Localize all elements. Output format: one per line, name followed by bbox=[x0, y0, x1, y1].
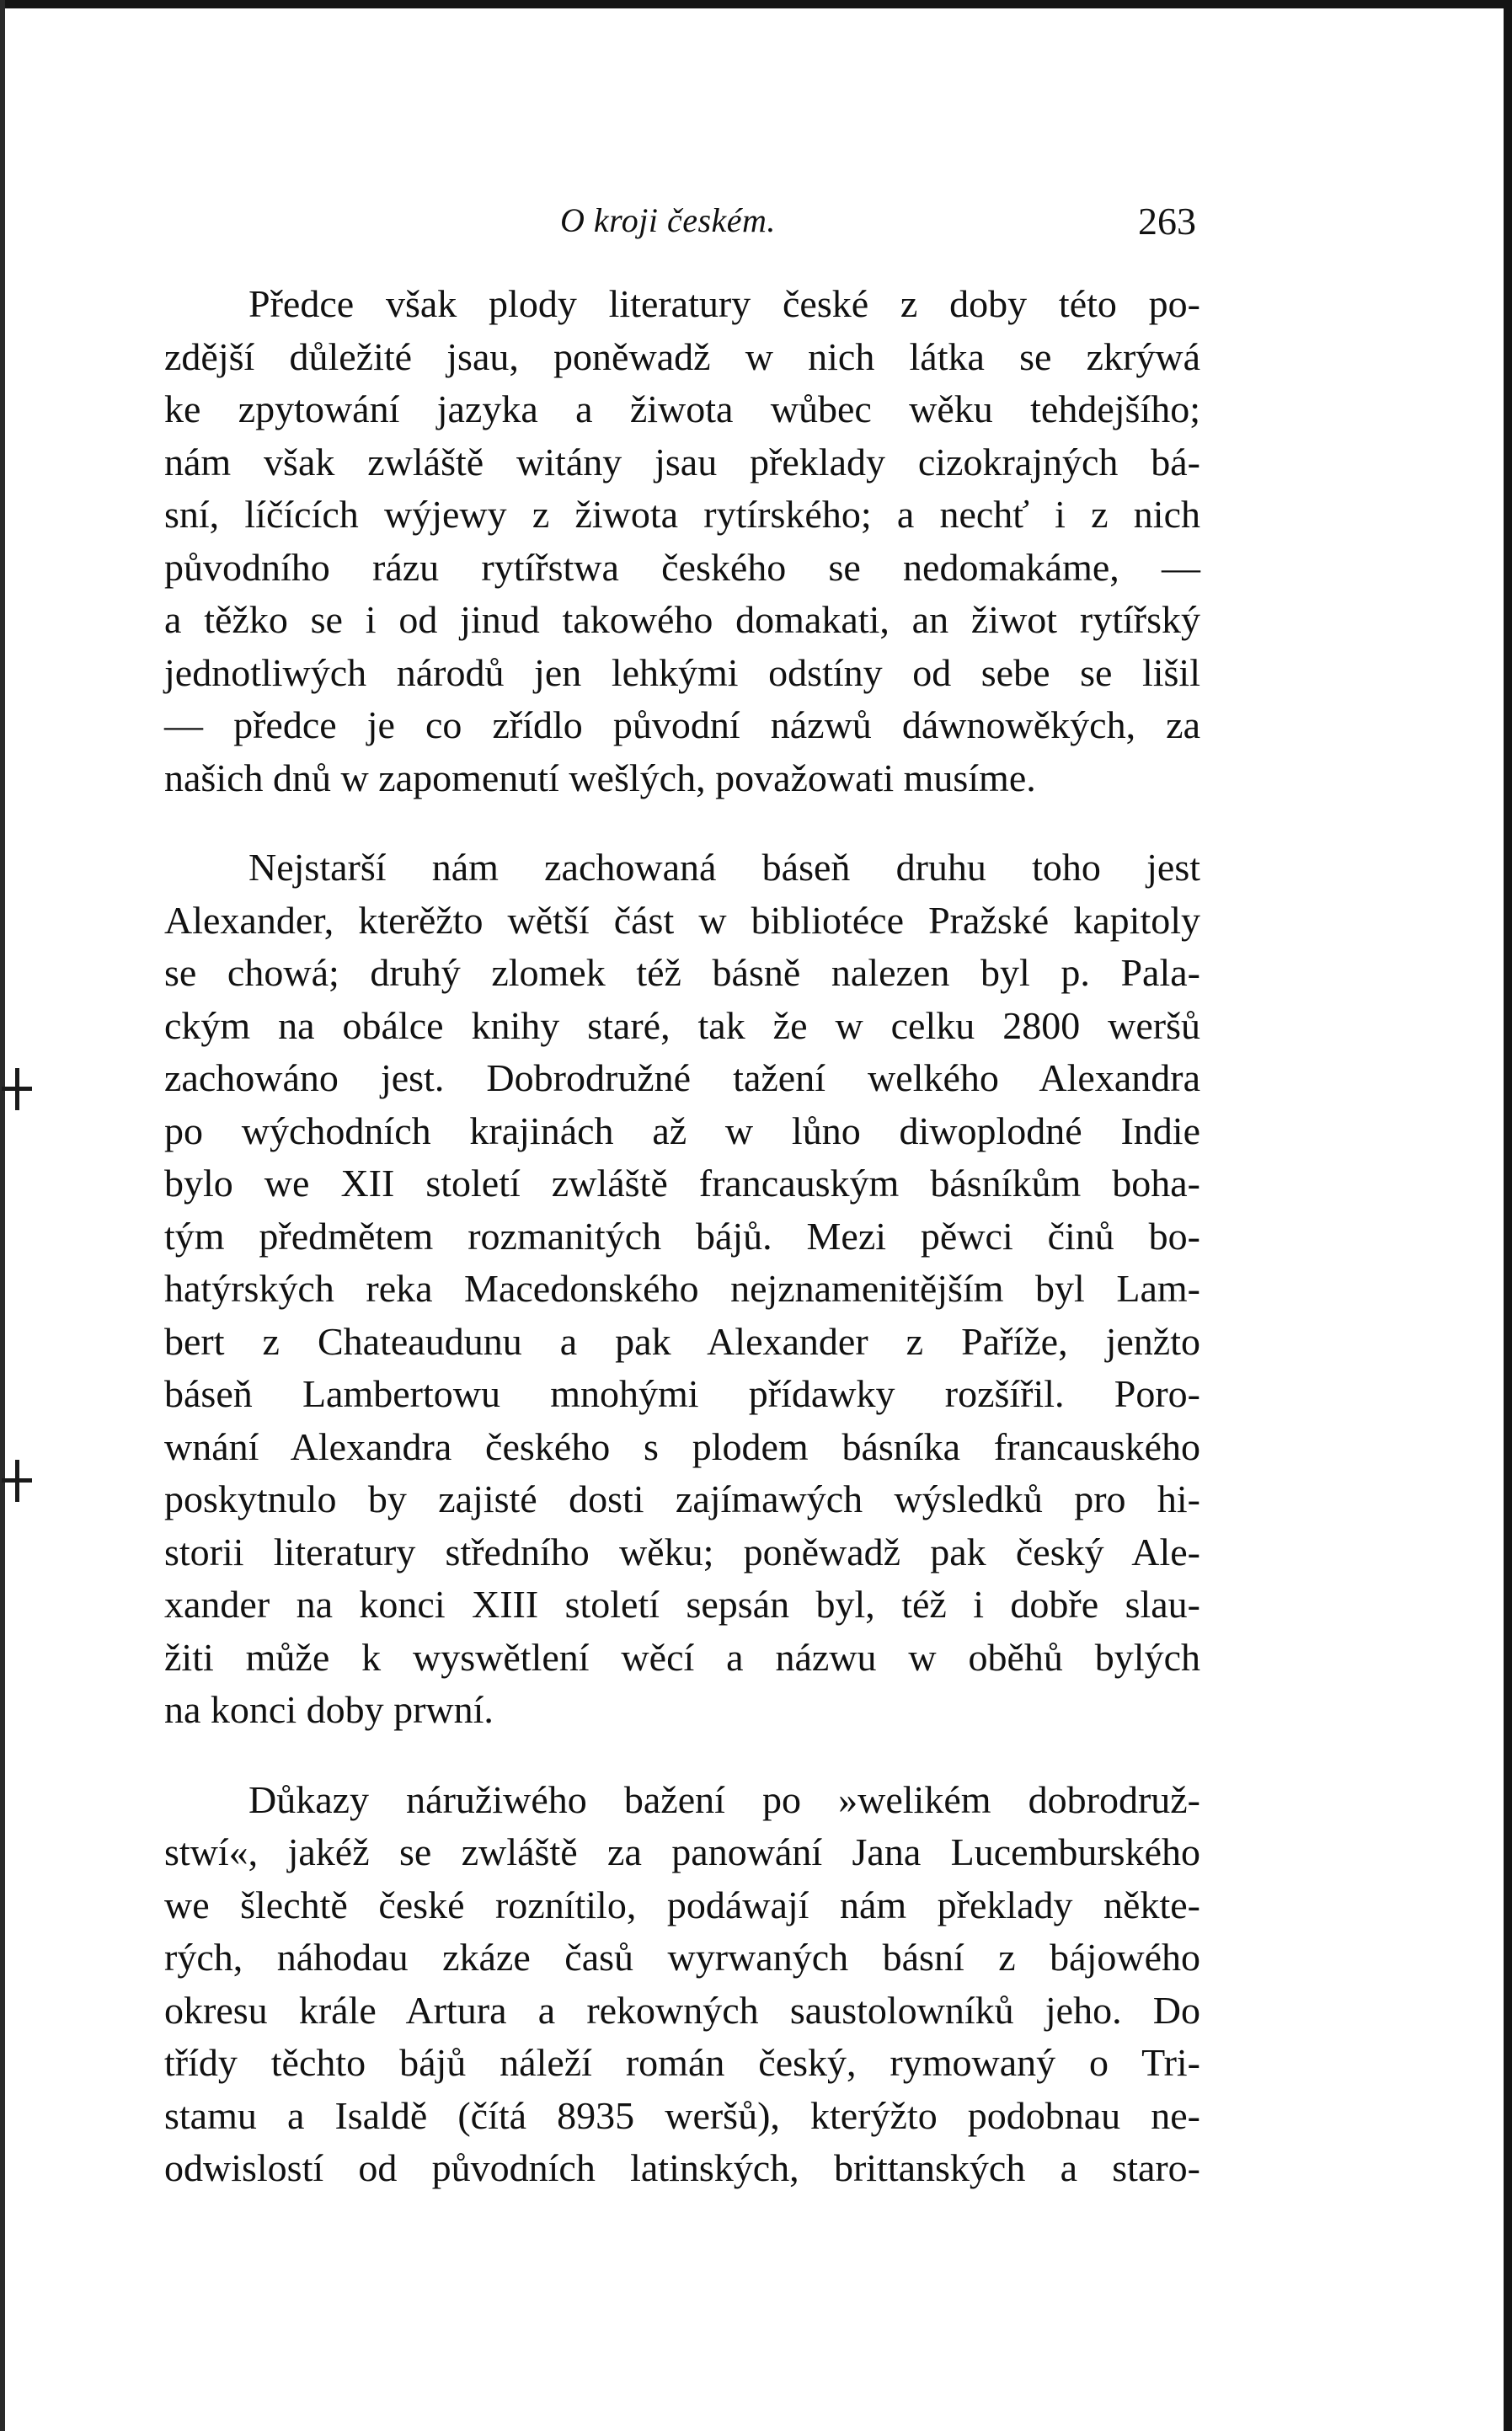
text-line: wnání Alexandra českého s plodem básníka francauského bbox=[164, 1424, 1200, 1468]
text-line: Alexander, kterěžto wětší část w bibliotéce Pražské kapitoly bbox=[164, 898, 1200, 942]
page-number: 263 bbox=[1138, 200, 1196, 243]
paragraph-1 bbox=[164, 278, 1200, 804]
text-line: na konci doby prwní. bbox=[164, 1688, 494, 1731]
paragraph-3 bbox=[164, 1774, 1200, 2195]
text-line: okresu krále Artura a rekowných saustolowníků jeho. Do bbox=[164, 1988, 1200, 2032]
text-line: odwislostí od původních latinských, brittanských a staro- bbox=[164, 2146, 1200, 2189]
text-line: stwí«, jakéž se zwláště za panowání Jana Lucemburského bbox=[164, 1830, 1200, 1873]
text-line: hatýrských reka Macedonského nejznamenitějším byl Lam- bbox=[164, 1267, 1200, 1310]
text-line: nám však zwláště witány jsau překlady cizokrajných bá- bbox=[164, 440, 1200, 484]
page-edge-right bbox=[1504, 0, 1512, 2431]
text-line: sní, líčících wýjewy z žiwota rytírského; a nechť i z nich bbox=[164, 493, 1200, 536]
text-line: ke zpytowání jazyka a žiwota wůbec wěku tehdejšího; bbox=[164, 387, 1200, 430]
text-line: — předce je co zřídlo původní názwů dáwnowěkých, za bbox=[164, 703, 1200, 746]
text-line: zachowáno jest. Dobrodružné tažení welkého Alexandra bbox=[164, 1056, 1200, 1099]
paragraph-2 bbox=[164, 842, 1200, 1737]
text-line: xander na konci XIII století sepsán byl, též i dobře slau- bbox=[164, 1583, 1200, 1626]
text-line: původního rázu rytířstwa českého se nedomakáme, — bbox=[164, 545, 1200, 589]
text-line: rých, náhodau zkáze časů wyrwaných básní z bájowého bbox=[164, 1936, 1200, 1979]
text-line: se chowá; druhý zlomek též básně nalezen byl p. Pala- bbox=[164, 951, 1200, 994]
text-line: Předce však plody literatury české z doby této po- bbox=[248, 282, 1200, 325]
text-line: zdější důležité jsau, poněwadž w nich látka se zkrýwá bbox=[164, 334, 1200, 378]
text-line: we šlechtě české roznítilo, podáwají nám překlady někte- bbox=[164, 1883, 1200, 1926]
binding-mark-upper bbox=[2, 1087, 32, 1091]
text-line: bylo we XII století zwláště francauským básníkům boha- bbox=[164, 1162, 1200, 1205]
page-edge-left bbox=[0, 0, 5, 2431]
body-text bbox=[164, 278, 1200, 2232]
text-line: jednotliwých národů jen lehkými odstíny od sebe se lišil bbox=[164, 650, 1200, 694]
text-line: Důkazy náružiwého bažení po »welikém dobrodruž- bbox=[248, 1777, 1200, 1821]
text-line: po wýchodních krajinách až w lůno diwoplodné Indie bbox=[164, 1109, 1200, 1152]
running-head bbox=[168, 200, 1196, 251]
text-line: našich dnů w zapomenutí wešlých, považowati musíme. bbox=[164, 756, 1036, 799]
text-line: Nejstarší nám zachowaná báseň druhu toho jest bbox=[248, 846, 1200, 889]
text-line: tým předmětem rozmanitých bájů. Mezi pěwci činů bo- bbox=[164, 1214, 1200, 1258]
text-line: storii literatury středního wěku; poněwadž pak český Ale- bbox=[164, 1530, 1200, 1573]
text-line: bert z Chateaudunu a pak Alexander z Paříže, jenžto bbox=[164, 1319, 1200, 1363]
text-line: ckým na obálce knihy staré, tak že w celku 2800 weršů bbox=[164, 1003, 1200, 1047]
text-line: žiti může k wyswětlení wěcí a názwu w oběhů bylých bbox=[164, 1635, 1200, 1679]
text-line: poskytnulo by zajisté dosti zajímawých wýsledků pro hi- bbox=[164, 1477, 1200, 1520]
text-line: báseň Lambertowu mnohými přídawky rozšířil. Poro- bbox=[164, 1372, 1200, 1415]
text-line: třídy těchto bájů náleží román český, rymowaný o Tri- bbox=[164, 2041, 1200, 2084]
page-edge-top bbox=[0, 0, 1512, 8]
text-line: a těžko se i od jinud takowého domakati, an žiwot rytířský bbox=[164, 598, 1200, 641]
text-line: stamu a Isaldě (čítá 8935 weršů), kterýžto podobnau ne- bbox=[164, 2093, 1200, 2137]
binding-mark-lower bbox=[2, 1478, 32, 1483]
running-title: O kroji českém. bbox=[560, 201, 776, 239]
